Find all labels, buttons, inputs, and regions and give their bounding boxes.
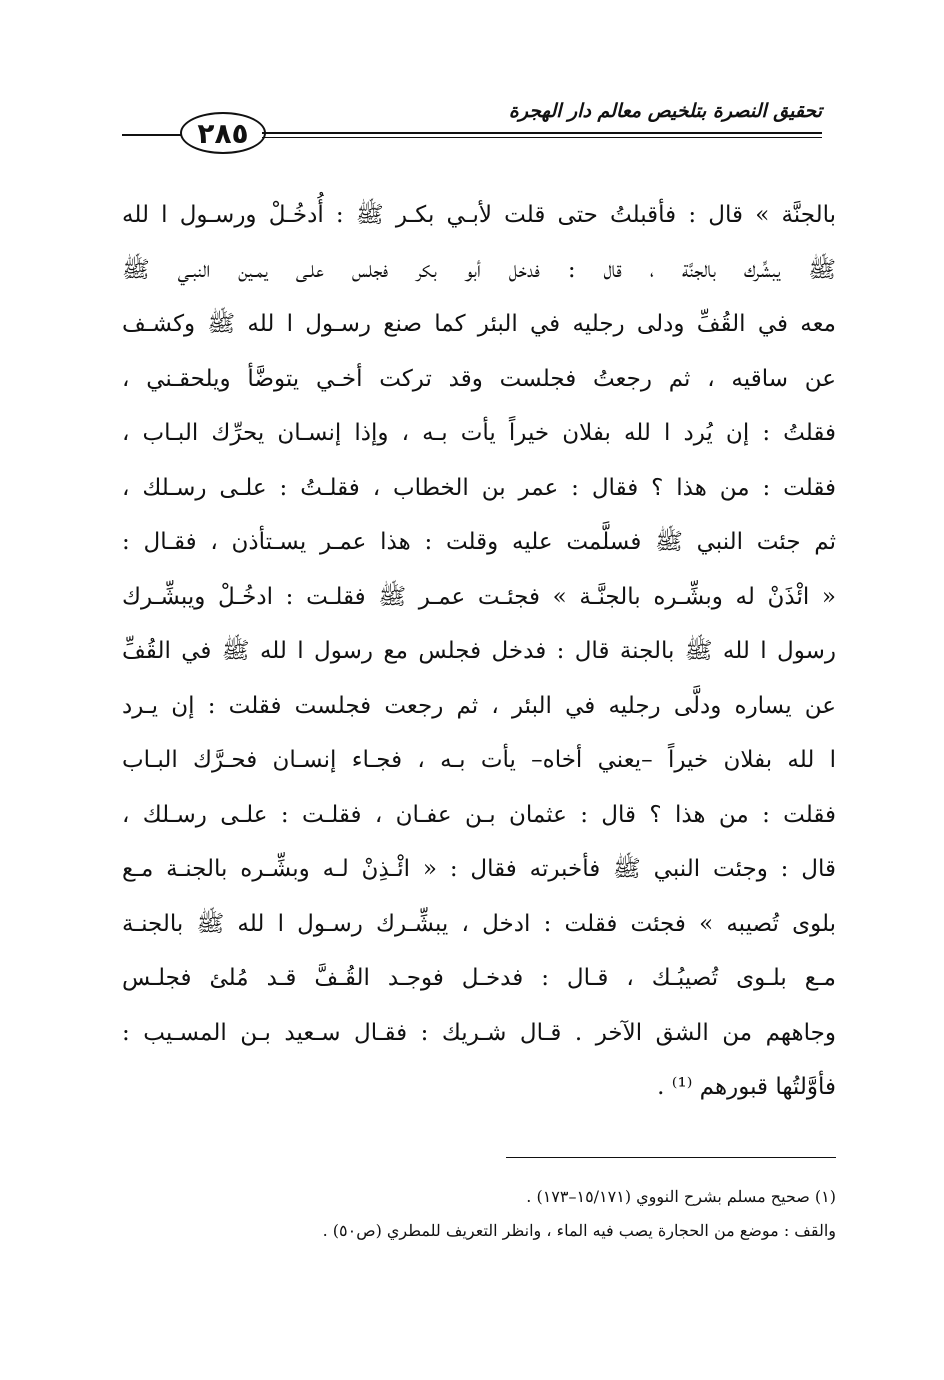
header-rule-left [122,134,182,136]
text-line: معه في القُفِّ ودلى رجليه في البئر كما صنع رسـول ا لله ﷺ وكشـف [122,311,836,337]
footnotes [122,1180,836,1248]
text-line: ا لله بفلان خيراً –يعني أخاه– يأت بـه ، فجـاء إنسـان فحـرَّك البـاب [122,747,836,773]
text-line: فقلتُ : إن يُرد ا لله بفلان خيراً يأت بـه ، وإذا إنسـان يحرِّك البـاب ، [122,420,836,446]
footnote-rule [506,1157,836,1158]
text-line: ثم جئت النبي ﷺ فسلَّمت عليه وقلت : هذا عمـر يسـتأذن ، فقـال : [122,529,836,555]
header-rule-thin [262,137,822,138]
page-number-badge [180,112,266,154]
text-line: عن يساره ودلَّى رجليه في البئر ، ثم رجعت فجلست فقلت : إن يـرد [122,692,836,719]
text-line: فقلت : من هذا ؟ فقال : عمر بن الخطاب ، فقلـتُ : علـى رسـلك ، [122,474,836,501]
body-text [122,188,836,1115]
text-line: مـع بلـوى تُصيبُـك ، قـال : فدخـل فوجـد القُـفَّ قـد مُلئ فجلـس [122,965,836,991]
text-line: ﷺ يبشِّرك بالجنَّة ، قال : فدخل أبو بكر فجلس علـى يمـين النبـي ﷺ [122,256,836,283]
footnote: (١) صحيح مسلم بشرح النووي (١٥/١٧١–١٧٣) . [526,1187,836,1206]
text-line: وجاههم من الشق الآخر . قـال شـريك : فقـال سـعيد بـن المسـيب : [122,1019,836,1046]
footnote: والقف : موضع من الحجارة يصب فيه الماء ، وانظر التعريف للمطري (ص٥٠) . [322,1221,836,1240]
text-line: بلوى تُصيبه » فجئت فقلت : ادخل ، يبشِّـرك رسـول ا لله ﷺ بالجنـة [122,910,836,937]
text-line: بالجنَّة » قال : فأقبلتُ حتى قلت لأبـي بكـر ﷺ : أُدخُـلْ ورسـول ا لله [122,202,836,228]
text-line: قال : وجئت النبي ﷺ فأخبرته فقال : « ائْـذِنْ لـه وبشِّـره بالجنـة مـع [122,856,836,882]
text-line: رسول ا لله ﷺ بالجنة قال : فدخل فجلس مع رسول ا لله ﷺ في القُفِّ [122,638,836,664]
text-line: « ائْذَنْ له وبشِّـره بالجنَّـة » فجئـت عمـر ﷺ فقلـت : ادخُـلْ ويبشِّـرك [122,583,836,610]
page-number: ٢٨٥ [197,116,249,150]
header-rule [262,132,822,134]
text-line: فقلت : من هذا ؟ قال : عثمان بـن عفـان ، فقلـت : علـى رسـلك ، [122,801,836,828]
running-head-title: تحقيق النصرة بتلخيص معالم دار الهجرة [508,100,822,122]
text-line: فأوَّلتُها قبورهم ⁽¹⁾ . [657,1074,836,1100]
text-line: عن ساقيه ، ثم رجعتُ فجلست وقد تركت أخـي يتوضَّأ ويلحقـني ، [122,365,836,392]
